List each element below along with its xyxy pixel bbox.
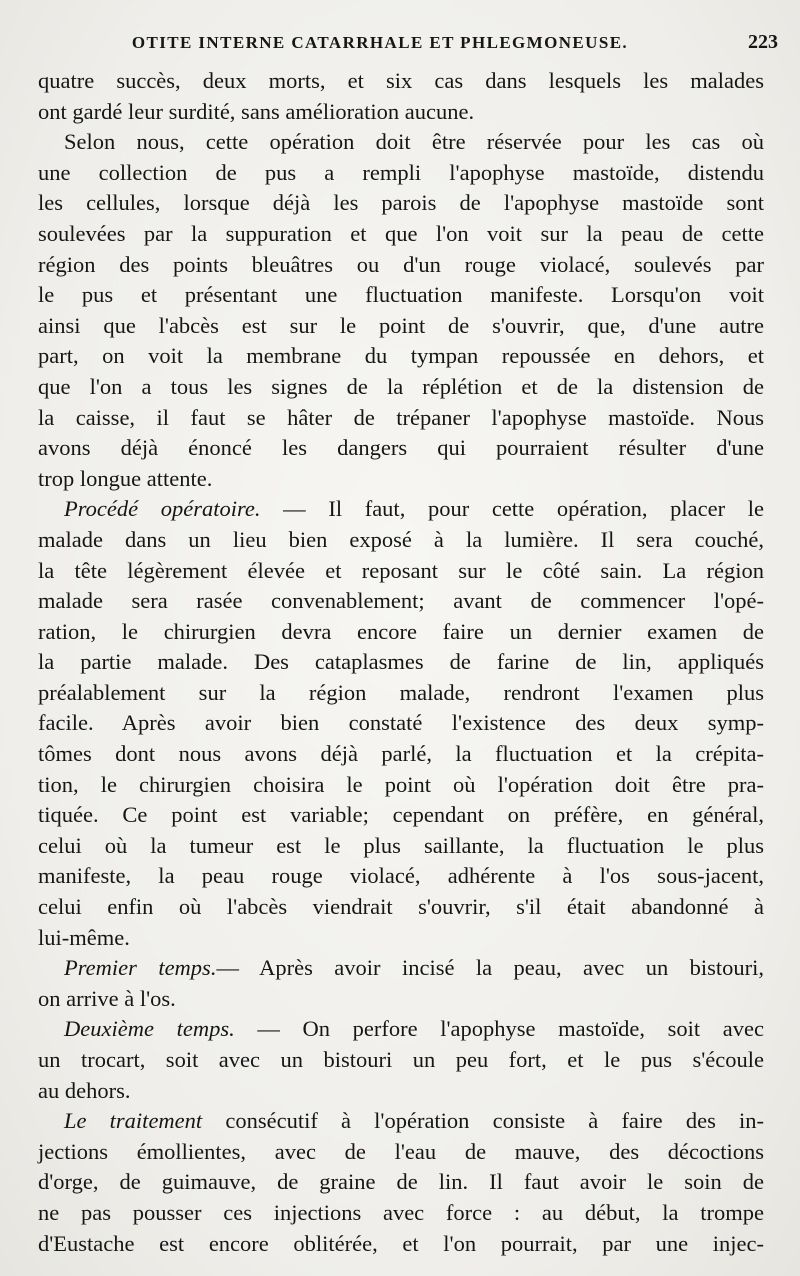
text-line xyxy=(38,800,764,831)
text-line xyxy=(38,1167,764,1198)
line-text: tômes dont nous avons déjà parlé, la fluctuation et la crépita- xyxy=(38,741,764,767)
text-line xyxy=(38,831,764,862)
line-text: celui enfin où l'abcès viendrait s'ouvrir, s'il était abandonné à xyxy=(38,894,764,920)
paragraph xyxy=(38,1014,764,1106)
line-text: manifeste, la peau rouge violacé, adhérente à l'os sous-jacent, xyxy=(38,863,764,889)
line-text: d'Eustache est encore oblitérée, et l'on pourrait, par une injec- xyxy=(38,1230,764,1256)
italic-heading: Le traitement xyxy=(64,1108,203,1134)
line-text: celui où la tumeur est le plus saillante, la fluctuation le plus xyxy=(38,832,764,858)
text-line xyxy=(38,1137,764,1168)
text-line xyxy=(38,341,764,372)
paragraph xyxy=(38,1106,764,1259)
line-text: ne pas pousser ces injections avec force : au début, la trompe xyxy=(38,1199,764,1225)
line-text: préalablement sur la région malade, rendront l'examen plus xyxy=(38,679,764,705)
line-text: jections émollientes, avec de l'eau de mauve, des décoctions xyxy=(38,1138,764,1164)
text-line xyxy=(38,1014,764,1045)
paragraph xyxy=(38,494,764,953)
line-text: trop longue attente. xyxy=(38,465,213,491)
text-line xyxy=(38,97,764,128)
text-line xyxy=(38,770,764,801)
line-text: tiquée. Ce point est variable; cependant on préfère, en général, xyxy=(38,802,764,828)
line-text: facile. Après avoir bien constaté l'existence des deux symp- xyxy=(38,710,764,736)
line-text: malade dans un lieu bien exposé à la lumière. Il sera couché, xyxy=(38,526,764,552)
line-text: ration, le chirurgien devra encore faire un dernier examen de xyxy=(38,618,764,644)
running-title: OTITE INTERNE CATARRHALE ET PHLEGMONEUSE. xyxy=(131,33,629,52)
text-line xyxy=(38,708,764,739)
line-text: part, on voit la membrane du tympan repoussée en dehors, et xyxy=(38,343,764,369)
text-line xyxy=(38,433,764,464)
line-text: malade sera rasée convenablement; avant de commencer l'opé- xyxy=(38,588,764,614)
line-text: — On perfore l'apophyse mastoïde, soit avec xyxy=(234,1016,764,1042)
text-line xyxy=(38,647,764,678)
text-line xyxy=(38,372,764,403)
text-line xyxy=(38,556,764,587)
line-text: la caisse, il faut se hâter de trépaner l'apophyse mastoïde. Nous xyxy=(38,404,764,430)
text-line xyxy=(38,188,764,219)
line-text: soulevées par la suppuration et que l'on voit sur la peau de cette xyxy=(38,220,764,246)
text-line xyxy=(38,311,764,342)
text-line xyxy=(38,525,764,556)
line-text: que l'on a tous les signes de la réplétion et de la distension de xyxy=(38,373,764,399)
text-line xyxy=(38,127,764,158)
text-line xyxy=(38,219,764,250)
running-header xyxy=(0,33,800,61)
line-text: la partie malade. Des cataplasmes de farine de lin, appliqués xyxy=(38,649,764,675)
paragraph xyxy=(38,66,764,127)
text-line xyxy=(38,953,764,984)
line-text: ainsi que l'abcès est sur le point de s'ouvrir, que, d'une autre xyxy=(38,312,764,338)
text-line xyxy=(38,678,764,709)
italic-heading: Premier temps. xyxy=(64,955,217,981)
line-text: au dehors. xyxy=(38,1077,131,1103)
paragraph xyxy=(38,953,764,1014)
text-line xyxy=(38,1106,764,1137)
text-line xyxy=(38,923,764,954)
text-line xyxy=(38,66,764,97)
line-text: consécutif à l'opération consiste à faire des in- xyxy=(202,1108,764,1134)
line-text: on arrive à l'os. xyxy=(38,985,176,1011)
page-number: 223 xyxy=(748,31,778,53)
line-text: lui-même. xyxy=(38,924,130,950)
line-text: — Après avoir incisé la peau, avec un bistouri, xyxy=(216,955,764,981)
line-text: avons déjà énoncé les dangers qui pourraient résulter d'une xyxy=(38,435,764,461)
text-line xyxy=(38,739,764,770)
line-text: un trocart, soit avec un bistouri un peu fort, et le pus s'écoule xyxy=(38,1047,764,1072)
text-line xyxy=(38,158,764,189)
text-line xyxy=(38,250,764,281)
italic-heading: Deuxième temps. xyxy=(64,1016,235,1042)
text-line xyxy=(38,280,764,311)
text-line xyxy=(38,1076,764,1107)
line-text: Selon nous, cette opération doit être réservée pour les cas où xyxy=(64,129,764,155)
line-text: une collection de pus a rempli l'apophyse mastoïde, distendu xyxy=(38,159,764,185)
text-line xyxy=(38,464,764,495)
line-text: le pus et présentant une fluctuation manifeste. Lorsqu'on voit xyxy=(38,282,764,308)
body-text xyxy=(38,66,764,1259)
text-line xyxy=(38,892,764,923)
line-text: d'orge, de guimauve, de graine de lin. Il faut avoir le soin de xyxy=(38,1169,764,1195)
text-line xyxy=(38,984,764,1015)
line-text: tion, le chirurgien choisira le point où l'opération doit être pra- xyxy=(38,771,764,797)
text-line xyxy=(38,861,764,892)
text-line xyxy=(38,1229,764,1260)
text-line xyxy=(38,494,764,525)
text-line xyxy=(38,586,764,617)
text-line xyxy=(38,403,764,434)
line-text: région des points bleuâtres ou d'un rouge violacé, soulevés par xyxy=(38,251,764,277)
line-text: la tête légèrement élevée et reposant sur le côté sain. La région xyxy=(38,557,764,583)
line-text: ont gardé leur surdité, sans amélioration aucune. xyxy=(38,98,475,124)
text-line xyxy=(38,1198,764,1229)
text-line xyxy=(38,617,764,648)
line-text: quatre succès, deux morts, et six cas dans lesquels les malades xyxy=(38,68,764,93)
line-text: les cellules, lorsque déjà les parois de l'apophyse mastoïde sont xyxy=(38,190,764,216)
paragraph xyxy=(38,127,764,494)
text-line xyxy=(38,1045,764,1076)
italic-heading: Procédé opératoire. xyxy=(64,496,261,522)
line-text: — Il faut, pour cette opération, placer le xyxy=(260,496,764,522)
